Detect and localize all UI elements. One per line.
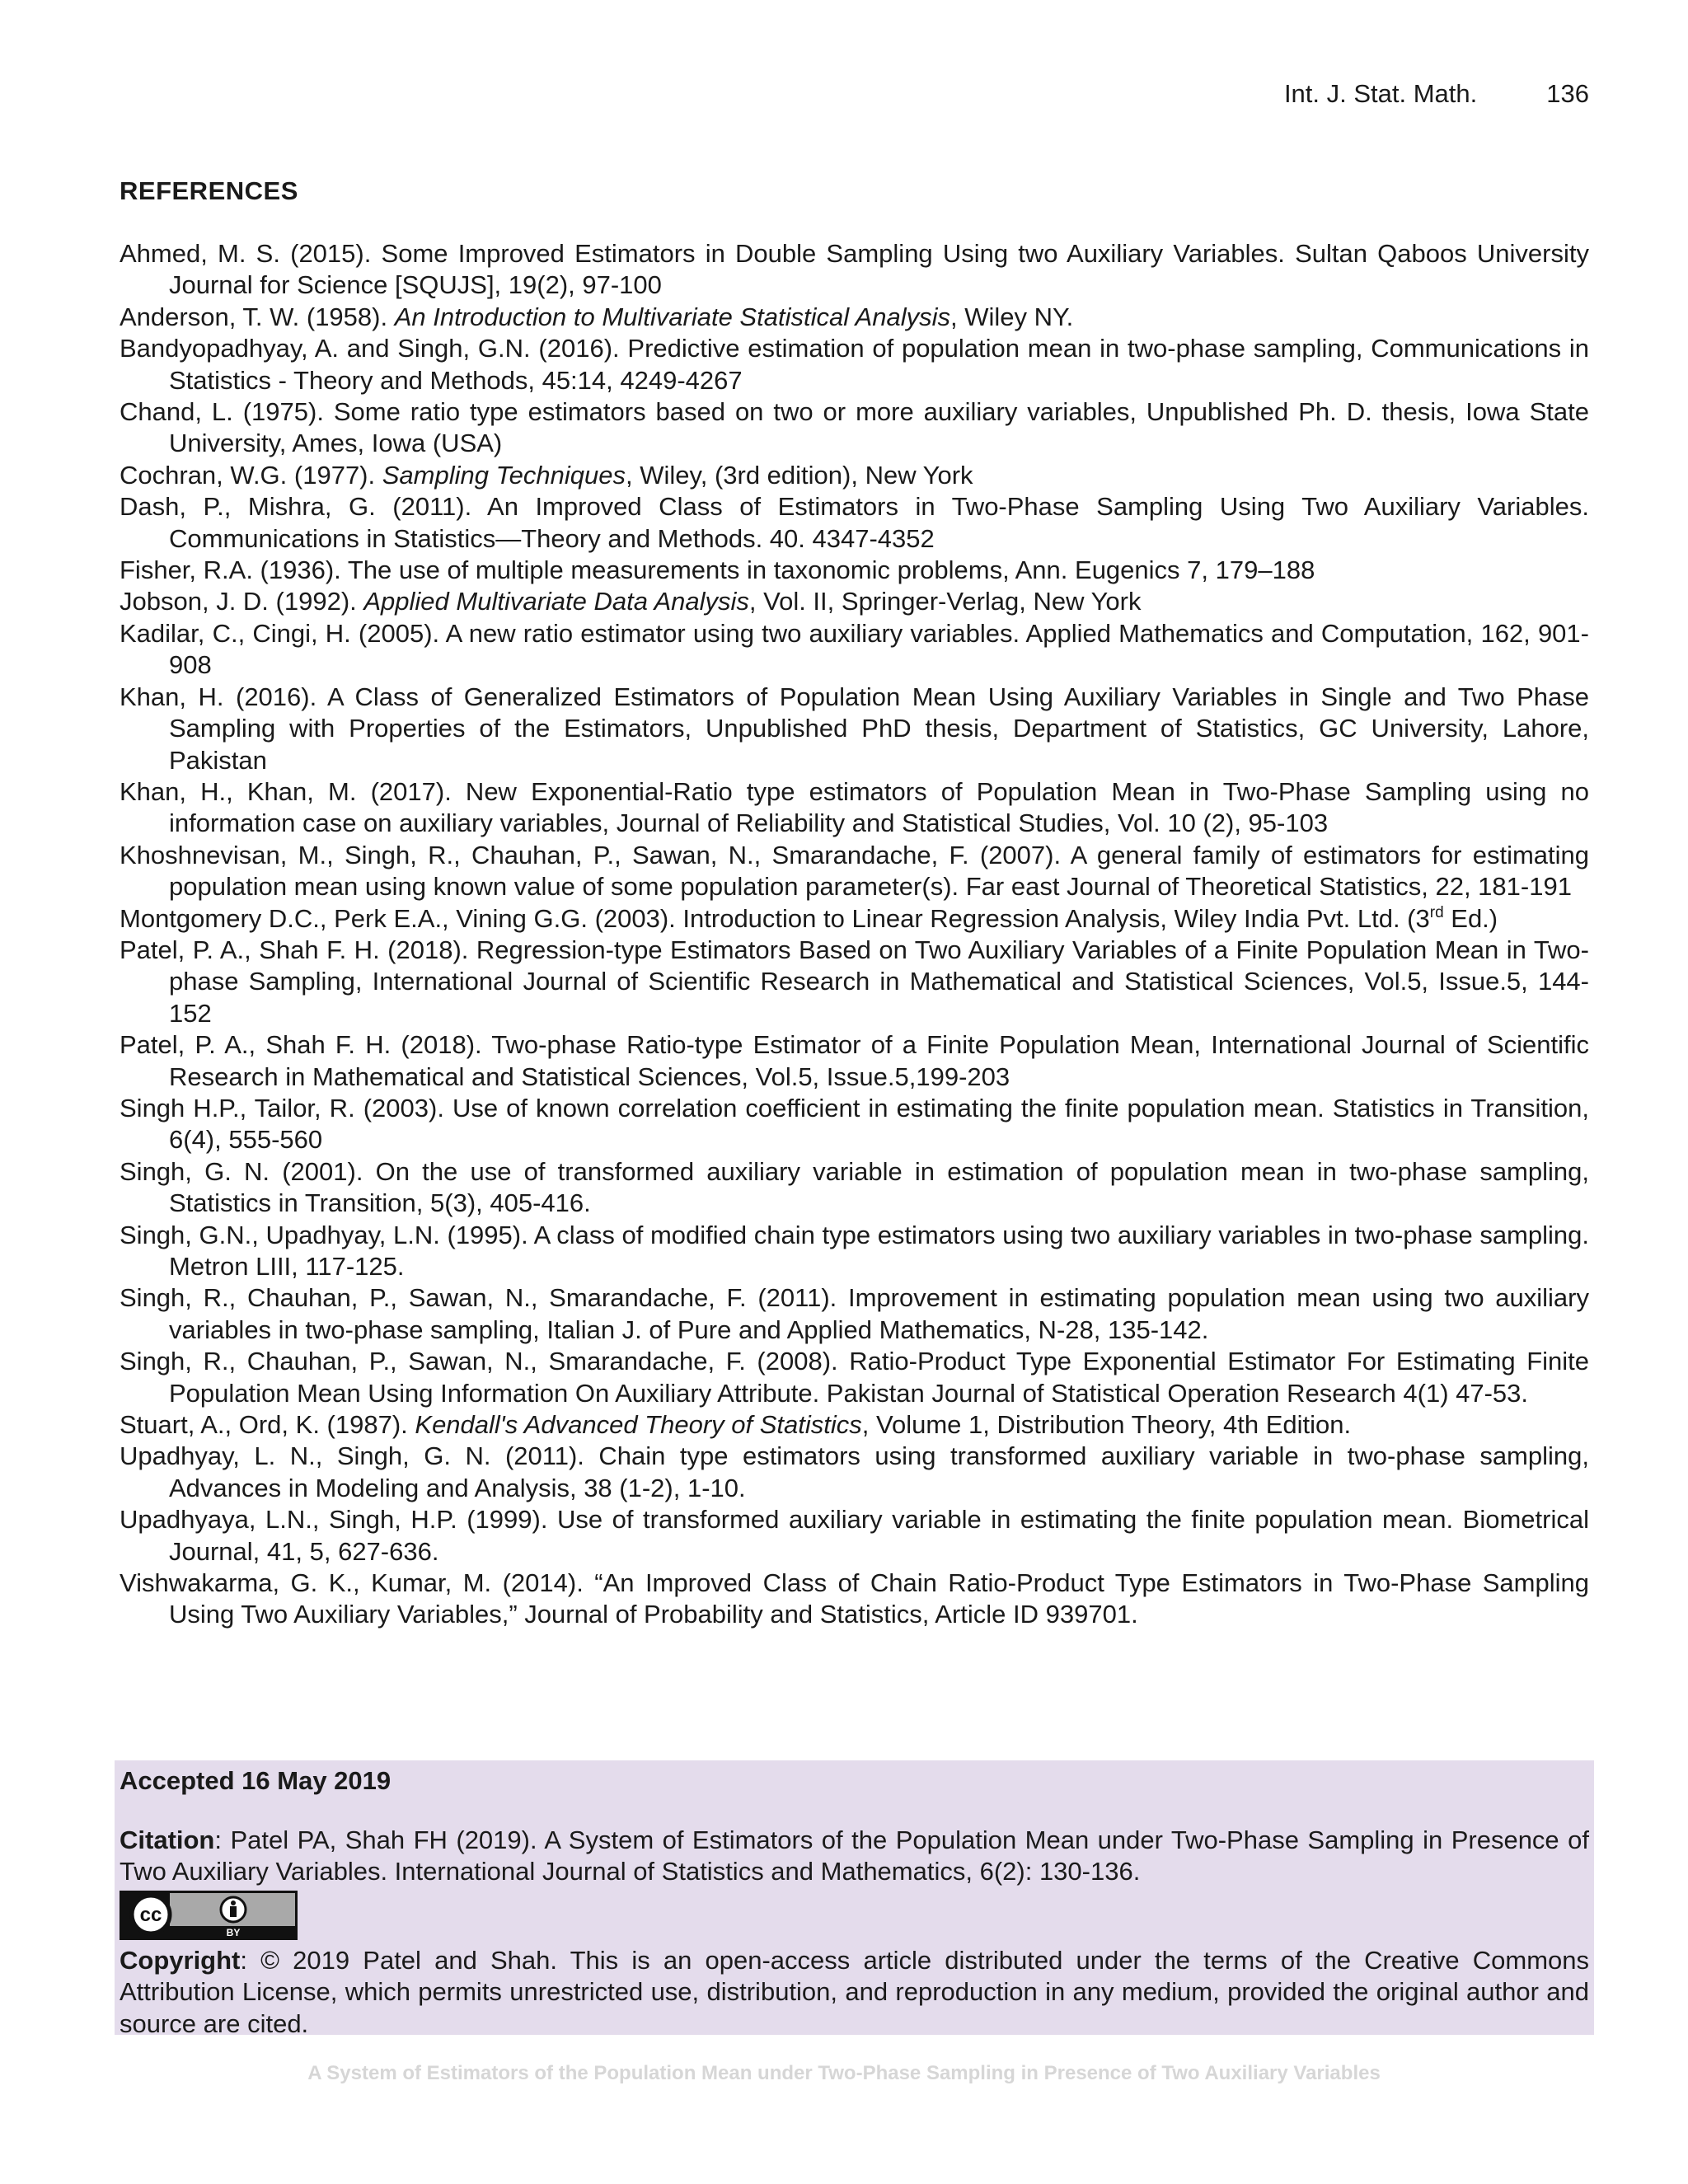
running-footer: A System of Estimators of the Population Mean under Two-Phase Sampling in Presence of Two Auxiliary Variables: [307, 2062, 1381, 2084]
reference-entry: Singh, R., Chauhan, P., Sawan, N., Smarandache, F. (2011). Improvement in estimating population mean using two auxiliary variables in two-phase sampling, Italian J. of Pure and Applied Mathematics, N-28, 135-142.: [120, 1283, 1589, 1344]
citation: [120, 1825, 1589, 1888]
reference-entry: Kadilar, C., Cingi, H. (2005). A new ratio estimator using two auxiliary variables. Applied Mathematics and Computation, 162, 901-908: [120, 618, 1589, 680]
reference-list: [120, 238, 1589, 1631]
reference-entry: Anderson, T. W. (1958). An Introduction to Multivariate Statistical Analysis, Wiley NY.: [120, 302, 1074, 331]
reference-entry: Singh, R., Chauhan, P., Sawan, N., Smarandache, F. (2008). Ratio-Product Type Exponential Estimator For Estimating Finite Population Mean Using Information On Auxiliary Attribute. Pakistan Journal of Statistical Operation Research 4(1) 47-53.: [120, 1347, 1589, 1408]
reference-entry: Chand, L. (1975). Some ratio type estimators based on two or more auxiliary variables, Unpublished Ph. D. thesis, Iowa State University, Ames, Iowa (USA): [120, 397, 1589, 458]
reference-entry: Stuart, A., Ord, K. (1987). Kendall's Advanced Theory of Statistics, Volume 1, Distribution Theory, 4th Edition.: [120, 1410, 1352, 1440]
reference-entry: Singh, G.N., Upadhyay, L.N. (1995). A class of modified chain type estimators using two auxiliary variables in two-phase sampling. Metron LIII, 117-125.: [120, 1220, 1589, 1281]
reference-entry: Khan, H. (2016). A Class of Generalized Estimators of Population Mean Using Auxiliary Variables in Single and Two Phase Sampling with Properties of the Estimators, Unpublished PhD thesis, Department of Statistics, GC University, Lahore, Pakistan: [120, 682, 1589, 775]
reference-entry: Singh, G. N. (2001). On the use of transformed auxiliary variable in estimation of population mean in two-phase sampling, Statistics in Transition, 5(3), 405-416.: [120, 1156, 1589, 1218]
copyright-label: Copyright: [120, 1946, 241, 1975]
section-title: REFERENCES: [120, 176, 298, 205]
page-number: 136: [1546, 79, 1589, 108]
reference-entry: Cochran, W.G. (1977). Sampling Techniques, Wiley, (3rd edition), New York: [120, 460, 973, 490]
reference-entry: Patel, P. A., Shah F. H. (2018). Regression-type Estimators Based on Two Auxiliary Variables of a Finite Population Mean in Two-phase Sampling, International Journal of Scientific Research in Mathematical and Statistical Sciences, Vol.5, Issue.5, 144-152: [120, 935, 1589, 1028]
reference-entry: Vishwakarma, G. K., Kumar, M. (2014). “An Improved Class of Chain Ratio-Product Type Estimators in Two-Phase Sampling Using Two Auxiliary Variables,” Journal of Probability and Statistics, Article ID 939701.: [120, 1568, 1589, 1629]
cc-glyph: cc: [139, 1904, 162, 1926]
citation-text: : Patel PA, Shah FH (2019). A System of Estimators of the Population Mean under Two-Phase Sampling in Presence of Two Auxiliary Variables. International Journal of Statistics and Mathematics, 6(2): 130-136.: [120, 1825, 1589, 1886]
journal-abbreviation: Int. J. Stat. Math.: [1283, 79, 1478, 108]
article-info-box: [115, 1760, 1594, 2038]
reference-entry: Upadhyaya, L.N., Singh, H.P. (1999). Use of transformed auxiliary variable in estimating the finite population mean. Biometrical Journal, 41, 5, 627-636.: [120, 1505, 1589, 1566]
reference-entry: Singh H.P., Tailor, R. (2003). Use of known correlation coefficient in estimating the finite population mean. Statistics in Transition, 6(4), 555-560: [120, 1093, 1589, 1155]
reference-entry: Fisher, R.A. (1936). The use of multiple measurements in taxonomic problems, Ann. Eugenics 7, 179–188: [120, 555, 1315, 585]
reference-entry: Jobson, J. D. (1992). Applied Multivariate Data Analysis, Vol. II, Springer-Verlag, New York: [120, 587, 1142, 616]
creative-commons-by-icon: [120, 1891, 298, 1940]
reference-entry: Khoshnevisan, M., Singh, R., Chauhan, P., Sawan, N., Smarandache, F. (2007). A general family of estimators for estimating population mean using known value of some population parameter(s). Far east Journal of Theoretical Statistics, 22, 181-191: [120, 840, 1589, 902]
reference-entry: Upadhyay, L. N., Singh, G. N. (2011). Chain type estimators using transformed auxiliary variable in two-phase sampling, Advances in Modeling and Analysis, 38 (1-2), 1-10.: [120, 1441, 1589, 1502]
reference-entry: Ahmed, M. S. (2015). Some Improved Estimators in Double Sampling Using two Auxiliary Variables. Sultan Qaboos University Journal for Science [SQUJS], 19(2), 97-100: [120, 239, 1589, 300]
reference-entry: Patel, P. A., Shah F. H. (2018). Two-phase Ratio-type Estimator of a Finite Population Mean, International Journal of Scientific Research in Mathematical and Statistical Sciences, Vol.5, Issue.5,199-203: [120, 1030, 1589, 1091]
reference-entry: Montgomery D.C., Perk E.A., Vining G.G. (2003). Introduction to Linear Regression Analysis, Wiley India Pvt. Ltd. (3rd Ed.): [120, 903, 1498, 933]
reference-entry: Bandyopadhyay, A. and Singh, G.N. (2016). Predictive estimation of population mean in two-phase sampling, Communications in Statistics - Theory and Methods, 45:14, 4249-4267: [120, 334, 1589, 395]
accepted-date: Accepted 16 May 2019: [120, 1766, 392, 1795]
reference-entry: Khan, H., Khan, M. (2017). New Exponential-Ratio type estimators of Population Mean in Two-Phase Sampling using no information case on auxiliary variables, Journal of Reliability and Statistical Studies, Vol. 10 (2), 95-103: [120, 776, 1589, 838]
copyright-text: : © 2019 Patel and Shah. This is an open-access article distributed under the terms of the Creative Commons Attribution License, which permits unrestricted use, distribution, and reproduction in any medium, provided the original author and source are cited.: [120, 1946, 1589, 2038]
reference-entry: Dash, P., Mishra, G. (2011). An Improved Class of Estimators in Two-Phase Sampling Using Two Auxiliary Variables. Communications in Statistics—Theory and Methods. 40. 4347-4352: [120, 492, 1589, 553]
by-glyph: BY: [226, 1927, 241, 1938]
citation-label: Citation: [120, 1825, 215, 1854]
running-head: [1284, 79, 1589, 109]
copyright-notice: [120, 1945, 1589, 2040]
